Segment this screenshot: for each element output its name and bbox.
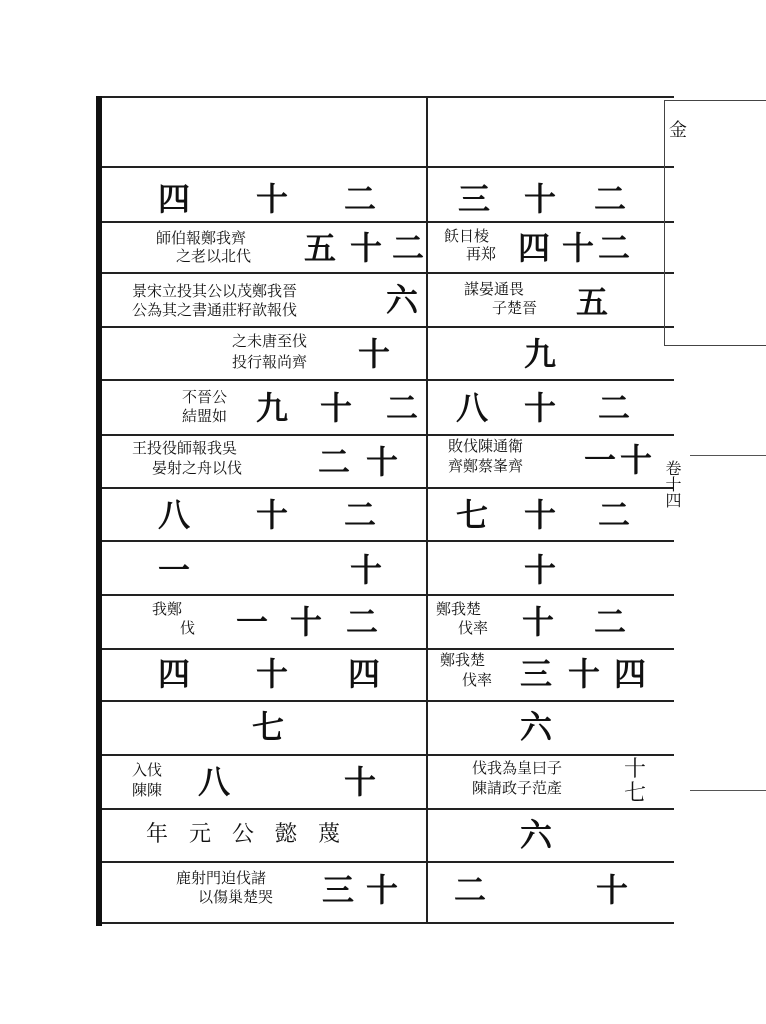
annotation: 再郑 — [466, 245, 497, 263]
numeral: 七 — [624, 781, 647, 806]
rule — [102, 648, 674, 650]
numeral: 八 — [158, 496, 191, 534]
annotation: 陳陳 — [132, 781, 163, 799]
numeral: 九 — [256, 389, 289, 427]
numeral: 二 — [344, 180, 377, 218]
numeral: 十 — [568, 655, 601, 693]
numeral: 十 — [524, 180, 557, 218]
annotation: 師伯報鄭我齊 — [156, 229, 247, 247]
rule — [102, 700, 674, 702]
rule — [102, 221, 674, 223]
numeral: 六 — [520, 708, 553, 746]
annotation: 晏射之舟以伐 — [152, 459, 243, 477]
numeral: 四 — [348, 655, 381, 693]
rule — [102, 487, 674, 489]
annotation: 公為其之書通莊籽歆報伐 — [132, 301, 298, 319]
annotation: 伐我為皇曰子 — [472, 759, 563, 777]
numeral: 十 — [256, 496, 289, 534]
numeral: 五 — [304, 229, 337, 267]
numeral: 十 — [620, 441, 653, 479]
annotation: 結盟如 — [182, 407, 228, 425]
annotation: 陳請政子范產 — [472, 779, 563, 797]
numeral: 八 — [456, 389, 489, 427]
annotation: 景宋立投其公以茂鄭我晉 — [132, 282, 298, 300]
numeral: 十 — [290, 603, 323, 641]
numeral: 二 — [594, 180, 627, 218]
numeral: 七 — [252, 708, 285, 746]
annotation: 鄭我楚 — [440, 651, 486, 669]
numeral: 三 — [458, 180, 491, 218]
rule — [102, 540, 674, 542]
annotation: 之未唐至伐 — [232, 332, 308, 350]
numeral: 十 — [596, 871, 629, 909]
rule — [102, 808, 674, 810]
rule — [102, 594, 674, 596]
numeral: 十 — [366, 871, 399, 909]
annotation: 投行報尚齊 — [232, 353, 308, 371]
numeral: 十 — [350, 229, 383, 267]
numeral: 十 — [344, 763, 377, 801]
annotation: 鹿射門迫伐諸 — [176, 869, 267, 887]
margin-rule — [690, 790, 766, 791]
rule — [102, 922, 674, 924]
numeral: 二 — [598, 389, 631, 427]
annotation: 謀晏通畏 — [464, 280, 525, 298]
numeral: 九 — [524, 335, 557, 373]
numeral: 十 — [358, 335, 391, 373]
rule — [102, 166, 674, 168]
numeral: 二 — [392, 229, 425, 267]
numeral: 一 — [236, 603, 269, 641]
annotation: 我鄭 — [152, 600, 183, 618]
numeral: 一 — [584, 441, 617, 479]
numeral: 二 — [454, 871, 487, 909]
rule — [102, 861, 674, 863]
numeral: 三 — [322, 871, 355, 909]
numeral: 十 — [350, 551, 383, 589]
numeral: 十 — [366, 443, 399, 481]
numeral: 十 — [524, 496, 557, 534]
numeral: 六 — [386, 281, 419, 319]
annotation: 鄭我楚 — [436, 600, 482, 618]
numeral: 四 — [614, 655, 647, 693]
numeral: 十 — [524, 389, 557, 427]
numeral: 四 — [158, 180, 191, 218]
numeral: 十 — [320, 389, 353, 427]
era-title: 年 元 公 懿 蔑 — [146, 822, 340, 847]
numeral: 八 — [198, 763, 231, 801]
annotation: 伐 — [180, 619, 196, 637]
numeral: 二 — [346, 603, 379, 641]
annotation: 不晉公 — [182, 388, 228, 406]
numeral: 二 — [344, 496, 377, 534]
numeral: 二 — [594, 603, 627, 641]
column-divider — [426, 96, 428, 924]
margin-label-top: 金 — [666, 120, 687, 138]
numeral: 十 — [624, 757, 647, 782]
numeral: 十 — [256, 180, 289, 218]
numeral: 六 — [520, 816, 553, 854]
rule — [102, 96, 674, 98]
rule — [102, 326, 674, 328]
annotation: 敗伐陳通衛 — [448, 437, 524, 455]
numeral: 二 — [386, 389, 419, 427]
numeral: 三 — [520, 655, 553, 693]
numeral: 四 — [518, 229, 551, 267]
rule — [102, 754, 674, 756]
numeral: 十 — [562, 229, 595, 267]
numeral: 四 — [158, 655, 191, 693]
annotation: 以傷巢楚哭 — [198, 888, 274, 906]
annotation: 子楚晉 — [492, 299, 538, 317]
annotation: 王投役師報我吳 — [132, 439, 238, 457]
numeral: 二 — [318, 443, 351, 481]
numeral: 七 — [456, 496, 489, 534]
numeral: 十 — [524, 551, 557, 589]
margin-rule — [690, 455, 766, 456]
annotation: 入伐 — [132, 761, 163, 779]
margin-label-volume: 卷十四 — [663, 460, 682, 508]
register-table — [96, 96, 674, 926]
numeral: 二 — [598, 496, 631, 534]
annotation: 之老以北代 — [176, 247, 252, 265]
rule — [102, 272, 674, 274]
annotation: 伐率 — [458, 619, 489, 637]
annotation: 伐率 — [462, 671, 493, 689]
annotation: 齊鄭蔡峯齊 — [448, 457, 524, 475]
annotation: 飫日棱 — [444, 227, 490, 245]
rule — [102, 434, 674, 436]
rule — [102, 379, 674, 381]
numeral: 十 — [522, 603, 555, 641]
numeral: 十 — [256, 655, 289, 693]
numeral: 一 — [158, 551, 191, 589]
numeral: 五 — [576, 283, 609, 321]
numeral: 二 — [598, 229, 631, 267]
